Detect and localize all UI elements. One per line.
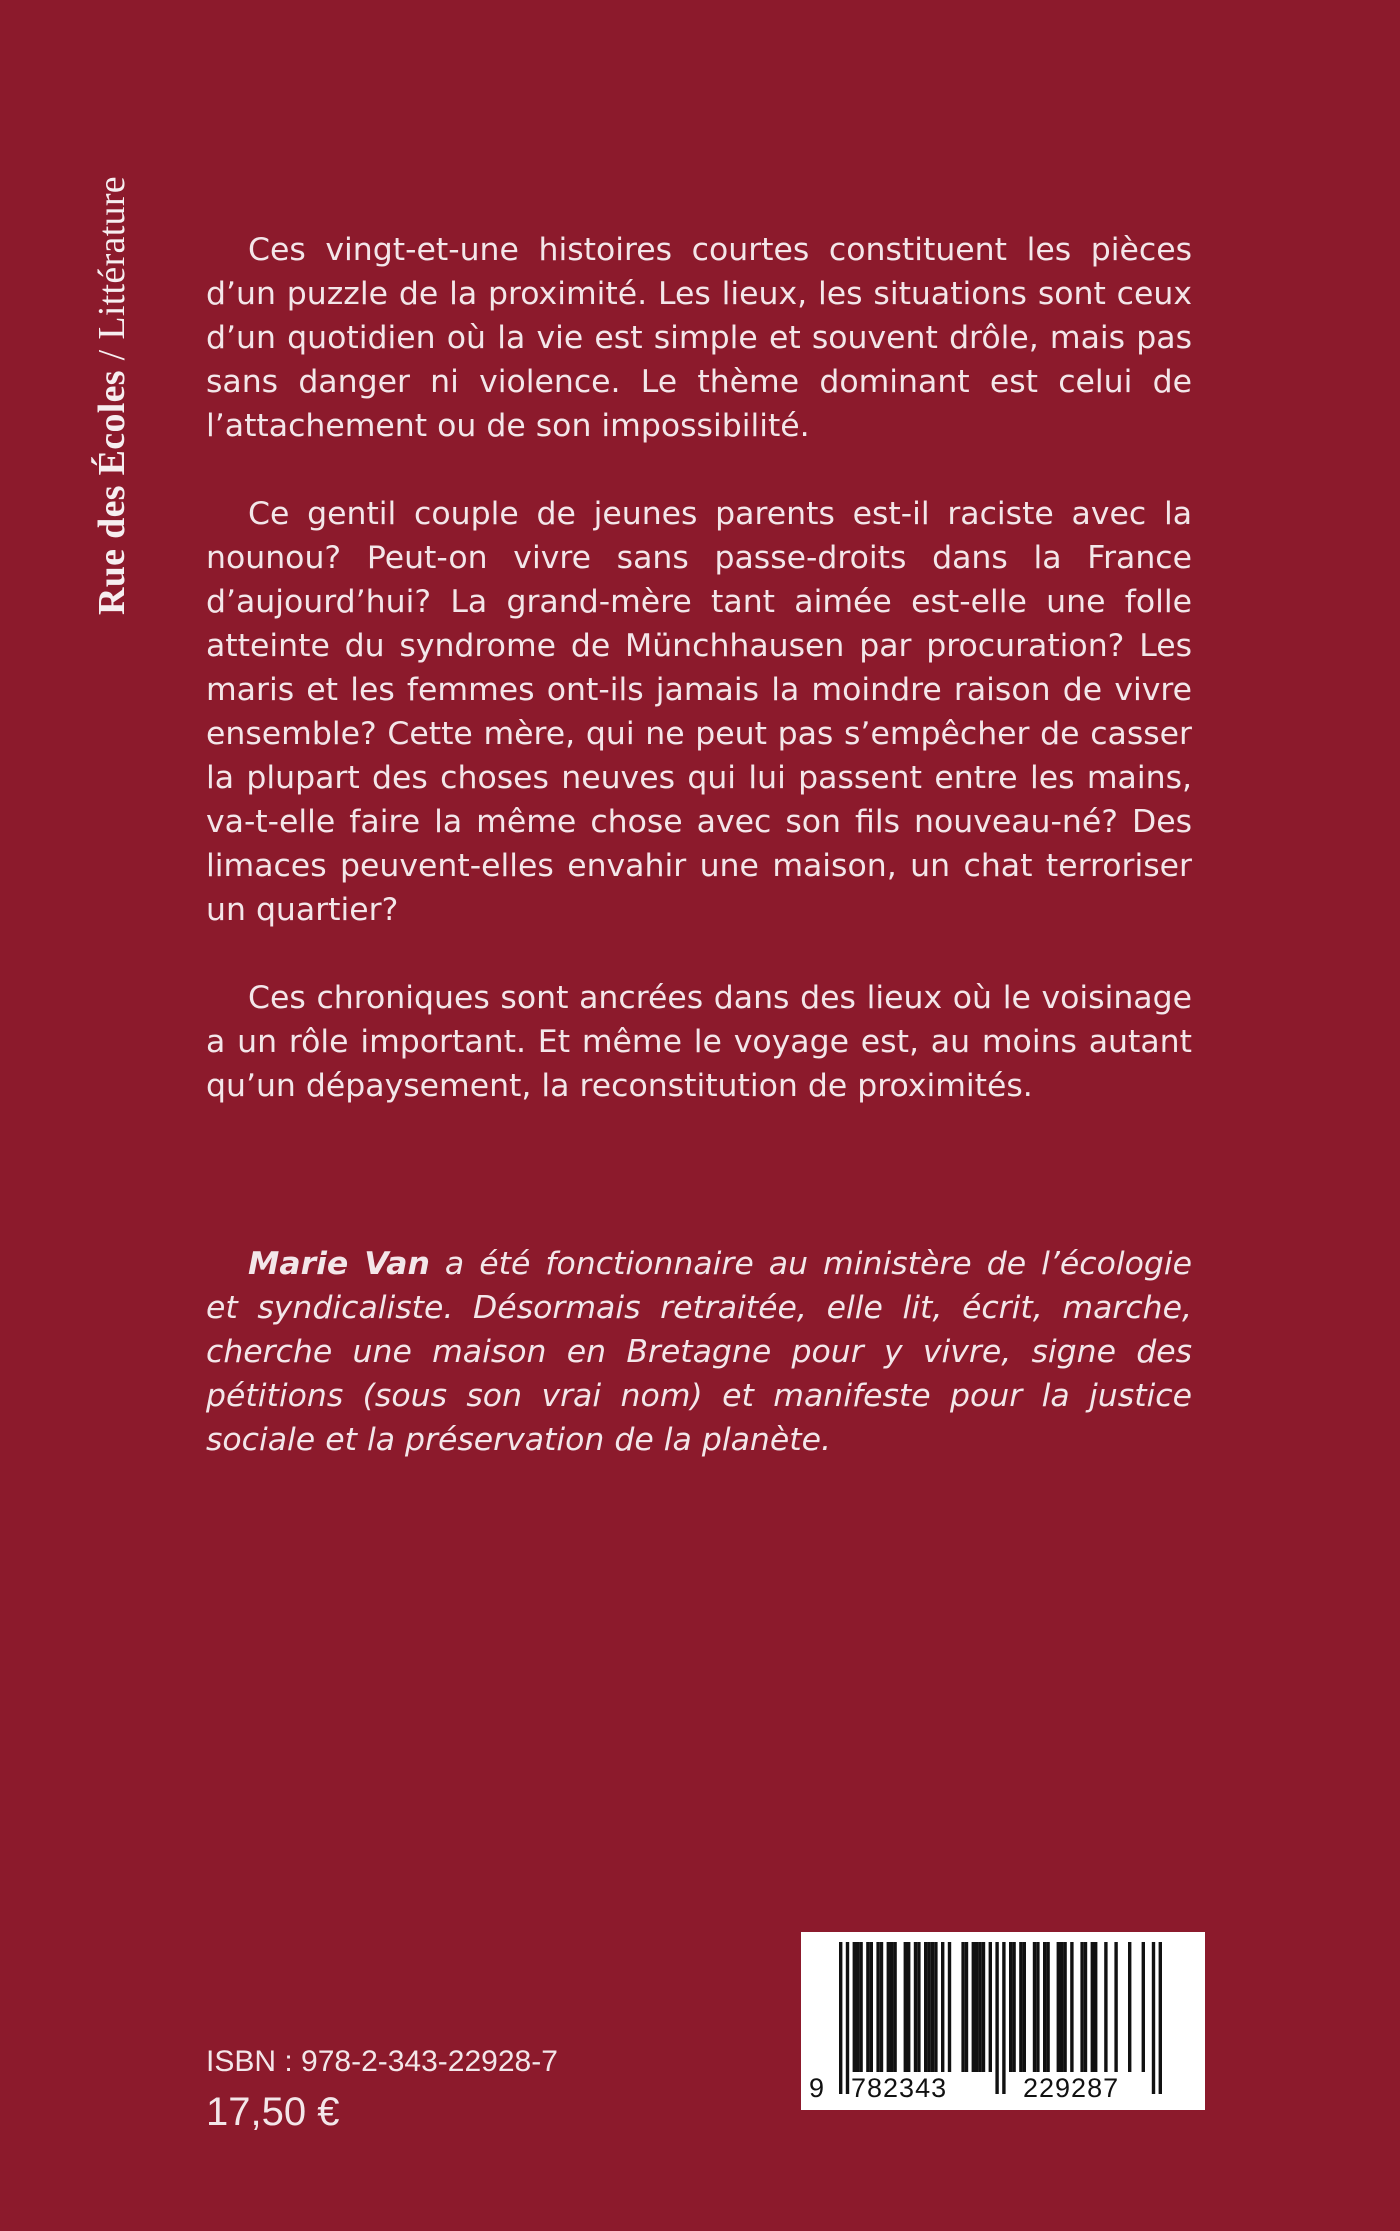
isbn: ISBN : 978-2-343-22928-7 xyxy=(206,2045,558,2078)
barcode-bar xyxy=(1057,1942,1060,2072)
barcode-right-group: 229287 xyxy=(1023,2073,1120,2103)
barcode-bar xyxy=(880,1942,883,2072)
collection-name: Rue des Écoles xyxy=(91,370,133,615)
blurb-paragraph: Ces chroniques sont ancrées dans des lieux où le voisinage a un rôle important. Et même le voyage est, au moins autant qu’un dépaysement, la reconstitution de proximités. xyxy=(206,980,1192,1104)
barcode-bar xyxy=(870,1942,873,2072)
barcode-bar xyxy=(1084,1942,1087,2072)
barcode-guard-bar xyxy=(839,1942,842,2094)
barcode-bar xyxy=(1114,1942,1117,2072)
barcode-bar xyxy=(1009,1942,1012,2072)
barcode-bar xyxy=(1063,1942,1066,2072)
barcode-bar xyxy=(1091,1942,1094,2072)
blurb-paragraph: Ce gentil couple de jeunes parents est-il raciste avec la nounou? Peut-on vivre sans passe-droits dans la France d’aujourd’hui? La grand-mère tant aimée est-elle une folle atteinte du syndrome de Münchhausen par procuration? Les maris et les femmes ont-ils jamais la moindre raison de vivre ensemble? Cette mère, qui ne peut pas s’empêcher de casser la plupart des choses neuves qui lui passent entre les mains, va-t-elle faire la même chose avec son fils nouveau-né? Des limaces peuvent-elles envahir une maison, un chat terroriser un quartier? xyxy=(206,496,1192,928)
barcode-bar xyxy=(978,1942,981,2072)
barcode-left-group: 782343 xyxy=(851,2073,948,2103)
barcode-bar xyxy=(887,1942,890,2072)
barcode-bar xyxy=(1104,1942,1107,2072)
barcode-bar xyxy=(1142,1942,1145,2072)
collection-category: Littérature xyxy=(91,176,133,340)
barcode-bar xyxy=(1033,1942,1036,2072)
collection-label xyxy=(90,176,134,615)
barcode-bar xyxy=(1023,1942,1026,2072)
barcode xyxy=(801,1932,1205,2110)
barcode-guard-bar xyxy=(995,1942,998,2094)
barcode-bar xyxy=(917,1942,920,2072)
barcode-bar xyxy=(1094,1942,1097,2072)
barcode-bar xyxy=(975,1942,978,2072)
barcode-guard-bar xyxy=(1152,1942,1155,2094)
barcode-bar xyxy=(1128,1942,1131,2072)
barcode-bar xyxy=(989,1942,992,2072)
barcode-bar xyxy=(965,1942,968,2072)
barcode-bar xyxy=(961,1942,964,2072)
barcode-bar xyxy=(982,1942,985,2072)
barcode-guard-bar xyxy=(1002,1942,1005,2094)
blurb-paragraph: Ces vingt-et-une histoires courtes constituent les pièces d’un puzzle de la proximité. Les lieux, les situations sont ceux d’un quotidien où la vie est simple et souvent drôle, mais pas sans danger ni violence. Le thème dominant est celui de l’attachement ou de son impossibilité. xyxy=(206,232,1192,444)
barcode-bar xyxy=(853,1942,856,2072)
barcode-bar xyxy=(876,1942,879,2072)
barcode-bar xyxy=(1019,1942,1022,2072)
barcode-bar xyxy=(914,1942,917,2072)
blurb xyxy=(206,228,1192,1152)
barcode-bar xyxy=(948,1942,951,2072)
barcode-bar xyxy=(931,1942,934,2072)
barcode-bar xyxy=(1043,1942,1046,2072)
author-name: Marie Van xyxy=(248,1246,430,1282)
barcode-bar xyxy=(856,1942,859,2072)
barcode-bar xyxy=(1070,1942,1073,2072)
barcode-bar xyxy=(1080,1942,1083,2072)
barcode-bar xyxy=(859,1942,862,2072)
collection-separator: / xyxy=(91,339,133,371)
price: 17,50 € xyxy=(206,2090,340,2134)
barcode-bar xyxy=(972,1942,975,2072)
author-bio-text: a été fonctionnaire au ministère de l’écologie et syndicaliste. Désormais retraitée, elle lit, écrit, marche, cherche une maison en Bretagne pour y vivre, signe des pétitions (sous son vrai nom) et manifeste pour la justice sociale et la préservation de la planète. xyxy=(206,1246,1192,1458)
barcode-bar xyxy=(904,1942,907,2072)
barcode-bar xyxy=(1060,1942,1063,2072)
barcode-bar xyxy=(924,1942,927,2072)
barcode-guard-bar xyxy=(846,1942,849,2094)
barcode-bar xyxy=(927,1942,930,2072)
barcode-bar xyxy=(907,1942,910,2072)
barcode-bar xyxy=(941,1942,944,2072)
barcode-guard-bar xyxy=(1159,1942,1162,2094)
barcode-bar xyxy=(1046,1942,1049,2072)
barcode-bar xyxy=(893,1942,896,2072)
barcode-bar xyxy=(1012,1942,1015,2072)
barcode-bar xyxy=(890,1942,893,2072)
barcode-bar xyxy=(1036,1942,1039,2072)
author-bio xyxy=(206,1242,1192,1462)
barcode-bar xyxy=(934,1942,937,2072)
barcode-first-digit: 9 xyxy=(809,2073,826,2103)
barcode-bar xyxy=(866,1942,869,2072)
